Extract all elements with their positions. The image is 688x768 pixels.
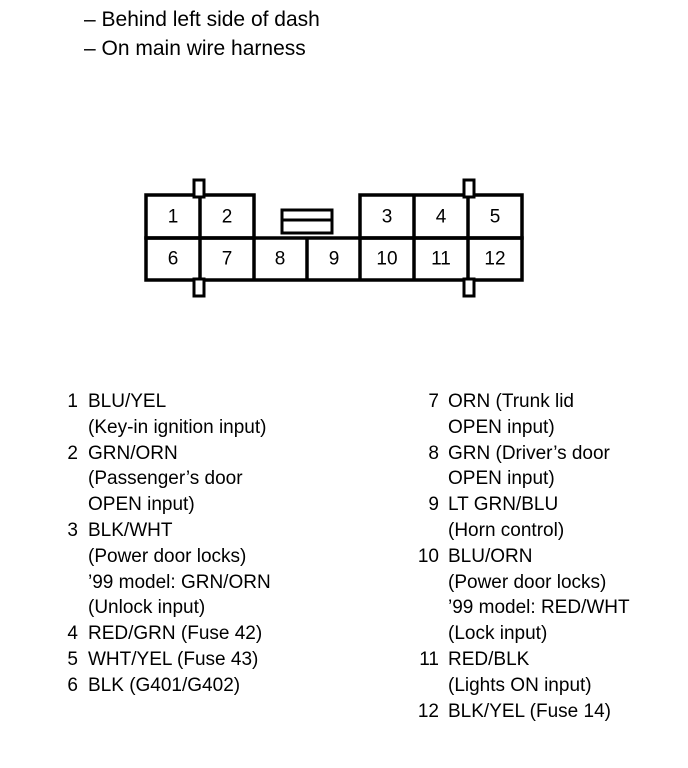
pin-entry	[62, 673, 271, 699]
pin-cell-label: 8	[274, 248, 286, 270]
pin-entry	[412, 699, 630, 725]
pin-number: 4	[67, 623, 78, 645]
pin-description-line: RED/GRN (Fuse 42)	[88, 623, 263, 645]
location-note-dash: – Behind left side of dash	[84, 8, 320, 31]
pin-cell-label: 3	[381, 206, 393, 228]
pin-entry	[412, 647, 630, 699]
pin-description-line: (Unlock input)	[88, 597, 206, 619]
alignment-tab	[194, 279, 204, 296]
pin-number: 10	[417, 545, 439, 567]
pin-cell-label: 1	[167, 206, 179, 228]
pin-description-line: ’99 model: RED/WHT	[448, 597, 630, 619]
pin-cell-label: 2	[221, 206, 233, 228]
pin-entry	[62, 621, 271, 647]
pin-description-line: BLU/ORN	[448, 545, 533, 567]
pin-list-left	[62, 389, 271, 699]
connector-lock-tab	[282, 210, 332, 233]
pin-entry	[412, 492, 630, 544]
pin-cell-label: 7	[221, 248, 233, 270]
pin-description-line: ORN (Trunk lid	[448, 391, 574, 412]
pin-cell-label: 6	[167, 248, 179, 270]
pin-entry	[412, 544, 630, 647]
pin-cell-label: 11	[431, 248, 451, 270]
pin-cell-label: 5	[489, 206, 501, 228]
pin-cell-label: 4	[435, 206, 447, 228]
pin-description-line: WHT/YEL (Fuse 43)	[88, 648, 259, 670]
alignment-tab	[194, 180, 204, 197]
pin-entry	[62, 518, 271, 621]
pin-description-line: ’99 model: GRN/ORN	[88, 571, 271, 593]
pin-description-line: OPEN input)	[448, 416, 555, 438]
pin-number: 9	[428, 494, 439, 516]
pin-description-line: BLU/YEL	[88, 391, 167, 412]
pin-description-line: GRN/ORN	[88, 442, 178, 464]
pin-description-line: BLK (G401/G402)	[88, 674, 241, 696]
pin-cell-label: 10	[376, 248, 398, 270]
pin-number: 11	[419, 648, 439, 670]
pin-cell-label: 12	[484, 248, 506, 270]
pin-cell-label: 9	[328, 248, 340, 270]
pin-entry	[62, 441, 271, 518]
pin-description-line: OPEN input)	[448, 468, 555, 490]
pin-number: 1	[67, 391, 78, 412]
pin-entry	[412, 441, 630, 493]
pin-number: 2	[67, 442, 78, 464]
pin-description-line: LT GRN/BLU	[448, 494, 559, 516]
pin-description-line: (Lights ON input)	[448, 674, 592, 696]
alignment-tab	[464, 279, 474, 296]
pin-description-line: (Power door locks)	[88, 545, 247, 567]
pin-number: 3	[67, 519, 78, 541]
pin-description-line: BLK/WHT	[88, 519, 173, 541]
pin-description-line: BLK/YEL (Fuse 14)	[448, 700, 611, 722]
connector-diagram	[0, 0, 688, 320]
pin-description-line: OPEN input)	[88, 494, 195, 516]
location-note-harness: – On main wire harness	[84, 37, 306, 60]
pin-list-right	[412, 389, 630, 724]
pin-description-line: (Key-in ignition input)	[88, 416, 267, 438]
pin-description-line: RED/BLK	[448, 648, 530, 670]
pin-number: 12	[417, 700, 439, 722]
pin-entry	[412, 389, 630, 441]
pin-description-line: (Power door locks)	[448, 571, 607, 593]
pin-description-line: (Passenger’s door	[88, 468, 243, 490]
pin-number: 7	[428, 391, 439, 412]
pin-number: 6	[67, 674, 78, 696]
pin-entry	[62, 647, 271, 673]
pin-number: 5	[67, 648, 78, 670]
pin-entry	[62, 389, 271, 441]
alignment-tab	[464, 180, 474, 197]
pin-description-line: GRN (Driver’s door	[448, 442, 610, 464]
pin-description-line: (Horn control)	[448, 519, 565, 541]
pin-description-line: (Lock input)	[448, 623, 548, 645]
pin-number: 8	[428, 442, 439, 464]
